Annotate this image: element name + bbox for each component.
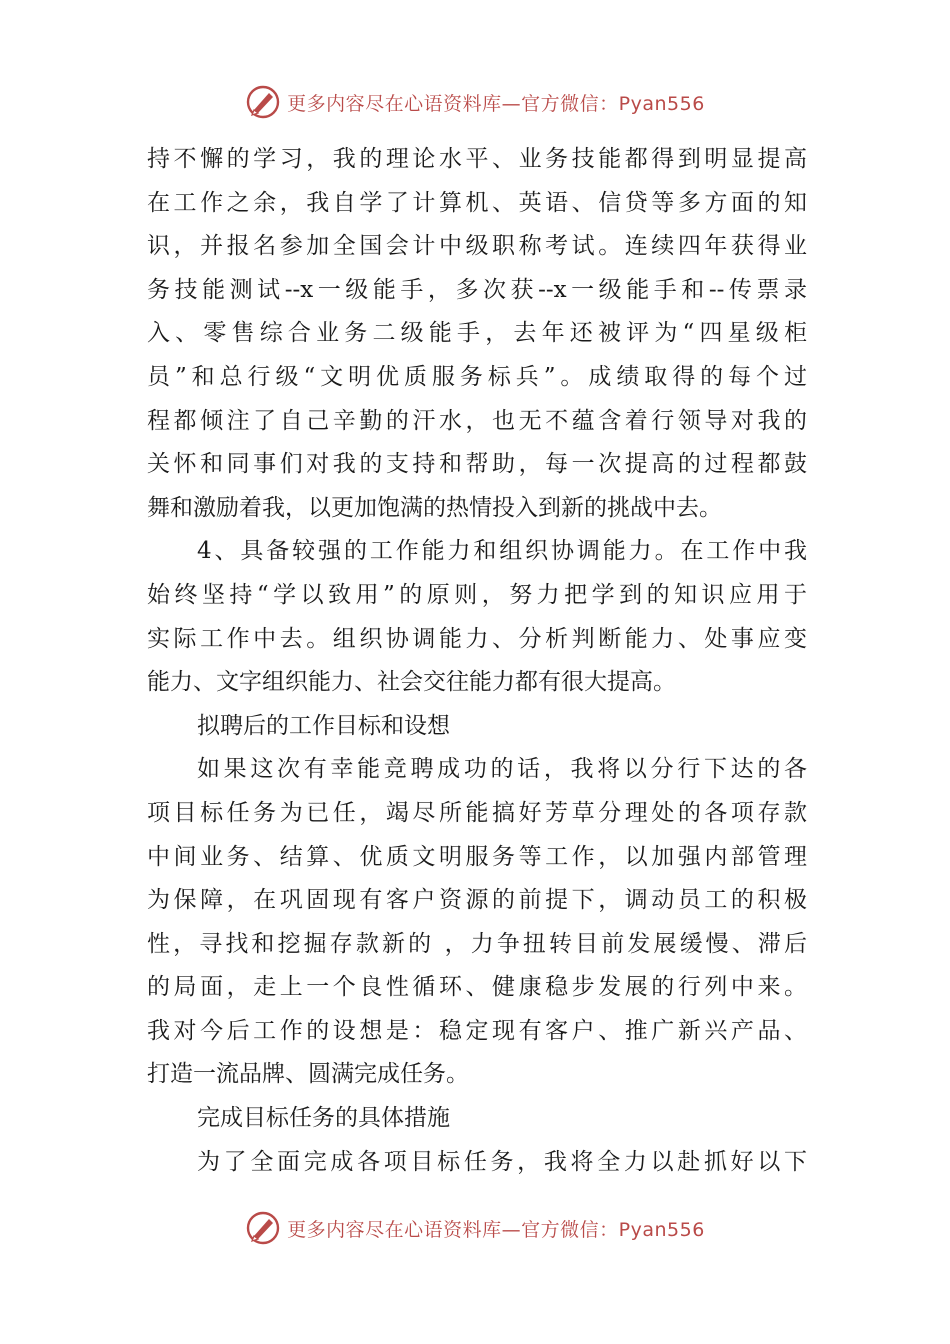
text-line: 拟聘后的工作目标和设想	[197, 712, 450, 739]
document-body	[147, 138, 807, 1184]
header-banner-text: 更多内容尽在心语资料库—官方微信：Pyan556	[287, 92, 705, 115]
text-line: 如果这次有幸能竞聘成功的话，我将以分行下达的各	[197, 756, 807, 783]
text-line: 务技能测试--x一级能手，多次获--x一级能手和--传票录	[147, 276, 807, 303]
text-line: 为保障，在巩固现有客户资源的前提下，调动员工的积极	[147, 887, 807, 914]
text-line: 关怀和同事们对我的支持和帮助，每一次提高的过程都鼓	[147, 451, 807, 478]
text-line: 在工作之余，我自学了计算机、英语、信贷等多方面的知	[147, 189, 807, 216]
text-line: 程都倾注了自己辛勤的汗水，也无不蕴含着行领导对我的	[147, 407, 807, 434]
text-line: 能力、文字组织能力、社会交往能力都有很大提高。	[147, 669, 676, 696]
text-line: 4、具备较强的工作能力和组织协调能力。在工作中我	[197, 538, 807, 565]
text-line: 持不懈的学习，我的理论水平、业务技能都得到明显提高	[147, 146, 807, 172]
text-line: 员”和总行级“文明优质服务标兵”。成绩取得的每个过	[147, 363, 807, 390]
text-line: 识，并报名参加全国会计中级职称考试。连续四年获得业	[147, 233, 807, 260]
footer-banner	[0, 1208, 950, 1248]
text-line: 完成目标任务的具体措施	[197, 1105, 450, 1132]
pen-badge-icon	[245, 84, 281, 120]
text-line: 入、零售综合业务二级能手，去年还被评为“四星级柜	[147, 320, 807, 347]
header-banner	[0, 82, 950, 122]
text-line: 始终坚持“学以致用”的原则，努力把学到的知识应用于	[147, 581, 807, 608]
text-line: 实际工作中去。组织协调能力、分析判断能力、处事应变	[147, 625, 807, 652]
text-line: 的局面，走上一个良性循环、健康稳步发展的行列中来。	[147, 974, 807, 1001]
footer-banner-text: 更多内容尽在心语资料库—官方微信：Pyan556	[287, 1218, 705, 1241]
text-line: 打造一流品牌、圆满完成任务。	[147, 1061, 469, 1088]
pen-badge-icon	[245, 1210, 281, 1246]
text-line: 中间业务、结算、优质文明服务等工作，以加强内部管理	[147, 843, 807, 870]
text-line: 为了全面完成各项目标任务，我将全力以赴抓好以下	[197, 1148, 807, 1175]
text-line: 舞和激励着我，以更加饱满的热情投入到新的挑战中去。	[147, 494, 722, 521]
text-line: 性，寻找和挖掘存款新的 ，力争扭转目前发展缓慢、滞后	[147, 930, 807, 957]
text-line: 项目标任务为已任，竭尽所能搞好芳草分理处的各项存款	[147, 799, 807, 826]
text-line: 我对今后工作的设想是：稳定现有客户、推广新兴产品、	[147, 1017, 807, 1044]
